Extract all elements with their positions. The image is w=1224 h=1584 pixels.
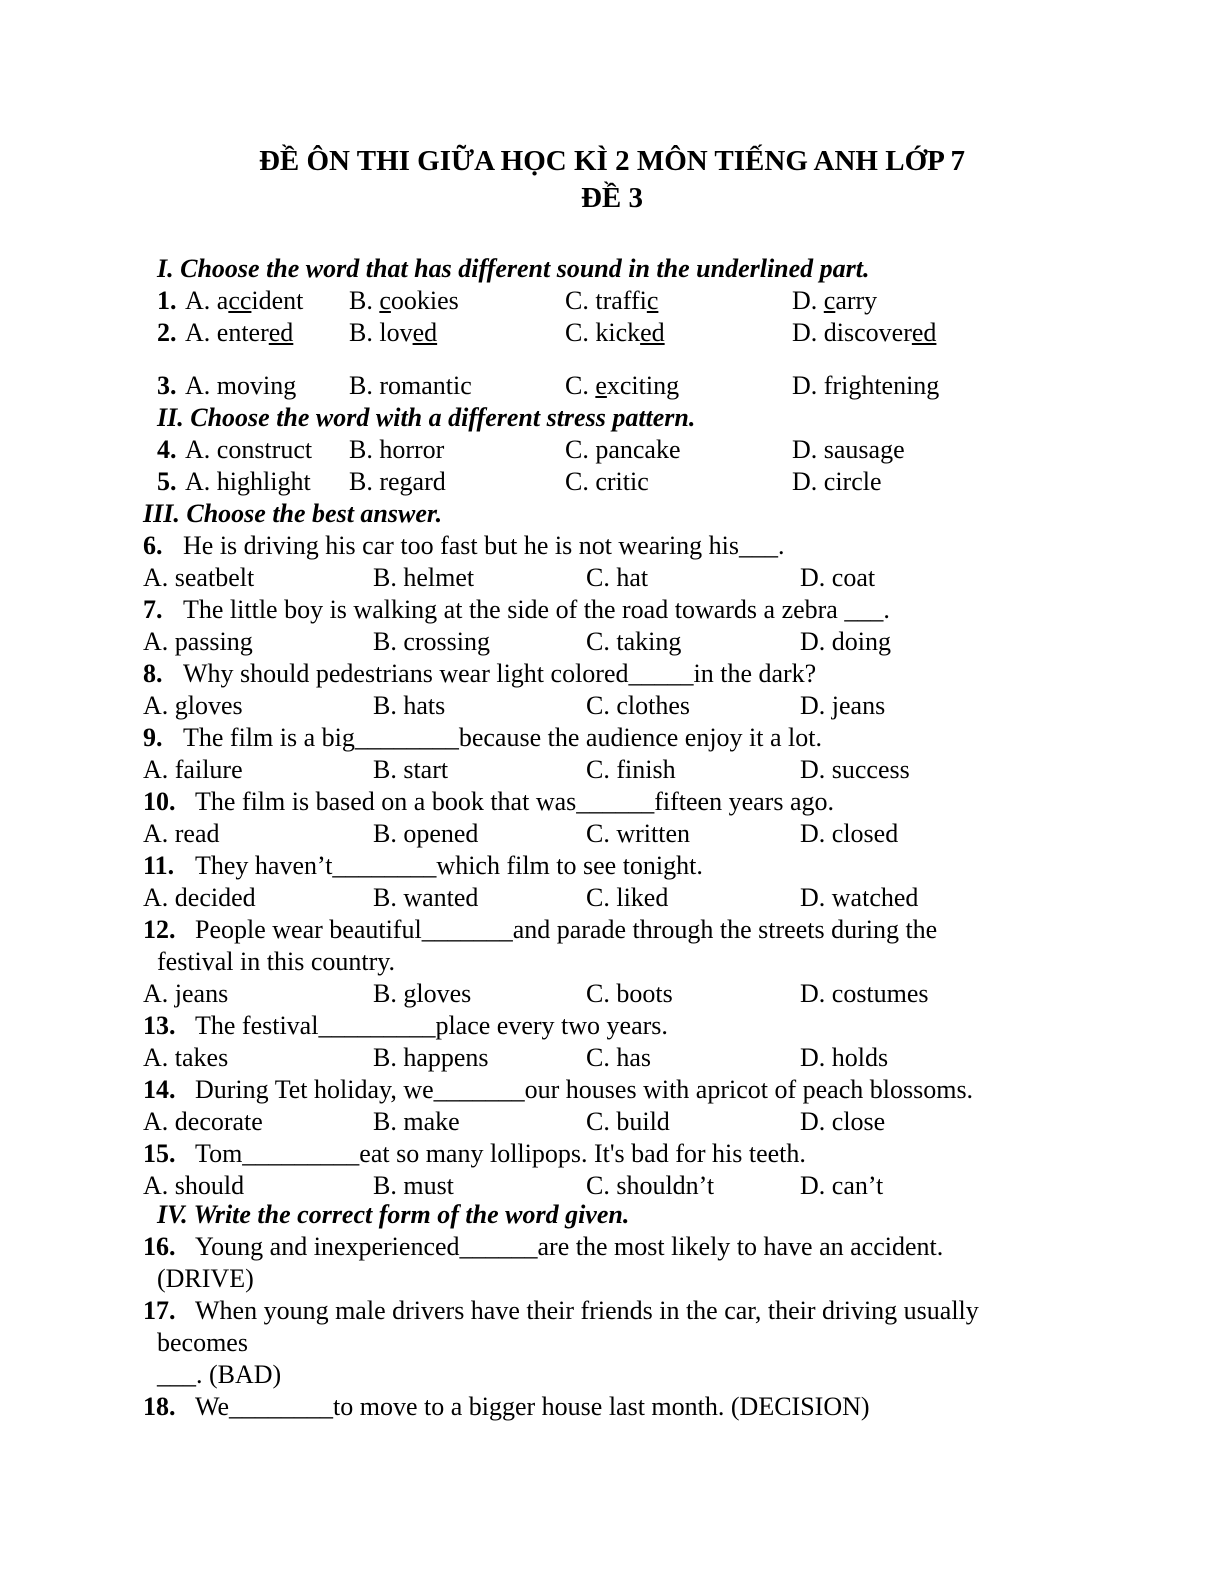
option-c: C. pancake (565, 435, 681, 464)
option-a: A. decided (143, 883, 256, 912)
option-c: C. exciting (565, 371, 680, 400)
option-d: D. holds (800, 1043, 889, 1072)
question-number: 6. (143, 531, 163, 560)
option-a: A. entered (185, 318, 294, 347)
option-d: D. circle (792, 467, 882, 496)
option-a: A. failure (143, 755, 243, 784)
question-number: 16. (143, 1232, 176, 1261)
question-number: 15. (143, 1139, 176, 1168)
option-d: D. can’t (800, 1171, 884, 1200)
option-d: D. watched (800, 883, 919, 912)
question-text: The festival_________place every two years. (195, 1011, 668, 1040)
option-b: B. make (373, 1107, 460, 1136)
option-a: A. decorate (143, 1107, 263, 1136)
question-number: 13. (143, 1011, 176, 1040)
question-text: He is driving his car too fast but he is not wearing his___. (183, 531, 785, 560)
question-number: 3. (157, 371, 177, 400)
question-text: The film is based on a book that was______fifteen years ago. (195, 787, 834, 816)
option-d: D. closed (800, 819, 899, 848)
option-c: C. clothes (586, 691, 690, 720)
question-number: 7. (143, 595, 163, 624)
option-b: B. romantic (349, 371, 472, 400)
option-b: B. crossing (373, 627, 490, 656)
option-c: C. build (586, 1107, 670, 1136)
option-c: C. liked (586, 883, 669, 912)
question-number: 8. (143, 659, 163, 688)
option-d: D. jeans (800, 691, 886, 720)
option-b: B. loved (349, 318, 438, 347)
option-c: C. traffic (565, 286, 659, 315)
question-text-cont: (DRIVE) (157, 1264, 254, 1293)
question-number: 12. (143, 915, 176, 944)
option-a: A. read (143, 819, 220, 848)
question-number: 2. (157, 318, 177, 347)
section-heading: II. Choose the word with a different stress pattern. (157, 403, 696, 432)
option-c: C. boots (586, 979, 673, 1008)
option-d: D. carry (792, 286, 878, 315)
option-c: C. has (586, 1043, 651, 1072)
option-a: A. gloves (143, 691, 243, 720)
option-b: B. cookies (349, 286, 459, 315)
option-b: B. horror (349, 435, 445, 464)
question-text: Young and inexperienced______are the most likely to have an accident. (195, 1232, 944, 1261)
question-text-cont: ___. (BAD) (157, 1360, 282, 1389)
option-a: A. accident (185, 286, 304, 315)
option-d: D. sausage (792, 435, 905, 464)
option-a: A. construct (185, 435, 313, 464)
option-b: B. wanted (373, 883, 479, 912)
option-c: C. written (586, 819, 690, 848)
option-b: B. start (373, 755, 449, 784)
question-text: The film is a big________because the audience enjoy it a lot. (183, 723, 822, 752)
section-heading: III. Choose the best answer. (143, 499, 443, 528)
option-d: D. frightening (792, 371, 940, 400)
question-text-cont: becomes (157, 1328, 248, 1357)
exam-title: ĐỀ ÔN THI GIỮA HỌC KÌ 2 MÔN TIẾNG ANH LỚP 7 (258, 145, 966, 177)
option-b: B. hats (373, 691, 446, 720)
question-text: We________to move to a bigger house last month. (DECISION) (195, 1392, 870, 1421)
question-number: 4. (157, 435, 177, 464)
option-c: C. kicked (565, 318, 665, 347)
question-number: 9. (143, 723, 163, 752)
option-d: D. coat (800, 563, 876, 592)
section-heading: I. Choose the word that has different sound in the underlined part. (157, 254, 870, 283)
option-a: A. should (143, 1171, 245, 1200)
section-heading: IV. Write the correct form of the word given. (157, 1200, 630, 1229)
option-b: B. helmet (373, 563, 475, 592)
question-number: 1. (157, 286, 177, 315)
option-d: D. costumes (800, 979, 929, 1008)
option-d: D. doing (800, 627, 891, 656)
question-number: 18. (143, 1392, 176, 1421)
question-number: 10. (143, 787, 176, 816)
question-text: When young male drivers have their friends in the car, their driving usually (195, 1296, 979, 1325)
question-number: 5. (157, 467, 177, 496)
option-c: C. taking (586, 627, 682, 656)
option-b: B. gloves (373, 979, 472, 1008)
exam-subtitle: ĐỀ 3 (580, 182, 644, 214)
option-b: B. must (373, 1171, 454, 1200)
option-d: D. discovered (792, 318, 937, 347)
option-d: D. close (800, 1107, 886, 1136)
question-text: Tom_________eat so many lollipops. It's bad for his teeth. (195, 1139, 806, 1168)
option-d: D. success (800, 755, 910, 784)
option-a: A. jeans (143, 979, 229, 1008)
option-c: C. shouldn’t (586, 1171, 715, 1200)
option-c: C. finish (586, 755, 676, 784)
option-b: B. regard (349, 467, 446, 496)
question-number: 11. (143, 851, 175, 880)
question-text: They haven’t________which film to see tonight. (195, 851, 703, 880)
option-a: A. passing (143, 627, 253, 656)
option-a: A. highlight (185, 467, 311, 496)
option-c: C. critic (565, 467, 649, 496)
question-text: During Tet holiday, we_______our houses with apricot of peach blossoms. (195, 1075, 974, 1104)
option-b: B. happens (373, 1043, 489, 1072)
question-text: The little boy is walking at the side of the road towards a zebra ___. (183, 595, 890, 624)
option-a: A. moving (185, 371, 297, 400)
option-b: B. opened (373, 819, 479, 848)
question-text: People wear beautiful_______and parade through the streets during the (195, 915, 938, 944)
option-a: A. seatbelt (143, 563, 255, 592)
option-a: A. takes (143, 1043, 229, 1072)
question-number: 17. (143, 1296, 176, 1325)
question-number: 14. (143, 1075, 176, 1104)
option-c: C. hat (586, 563, 649, 592)
question-text-cont: festival in this country. (157, 947, 396, 976)
question-text: Why should pedestrians wear light colored_____in the dark? (183, 659, 817, 688)
